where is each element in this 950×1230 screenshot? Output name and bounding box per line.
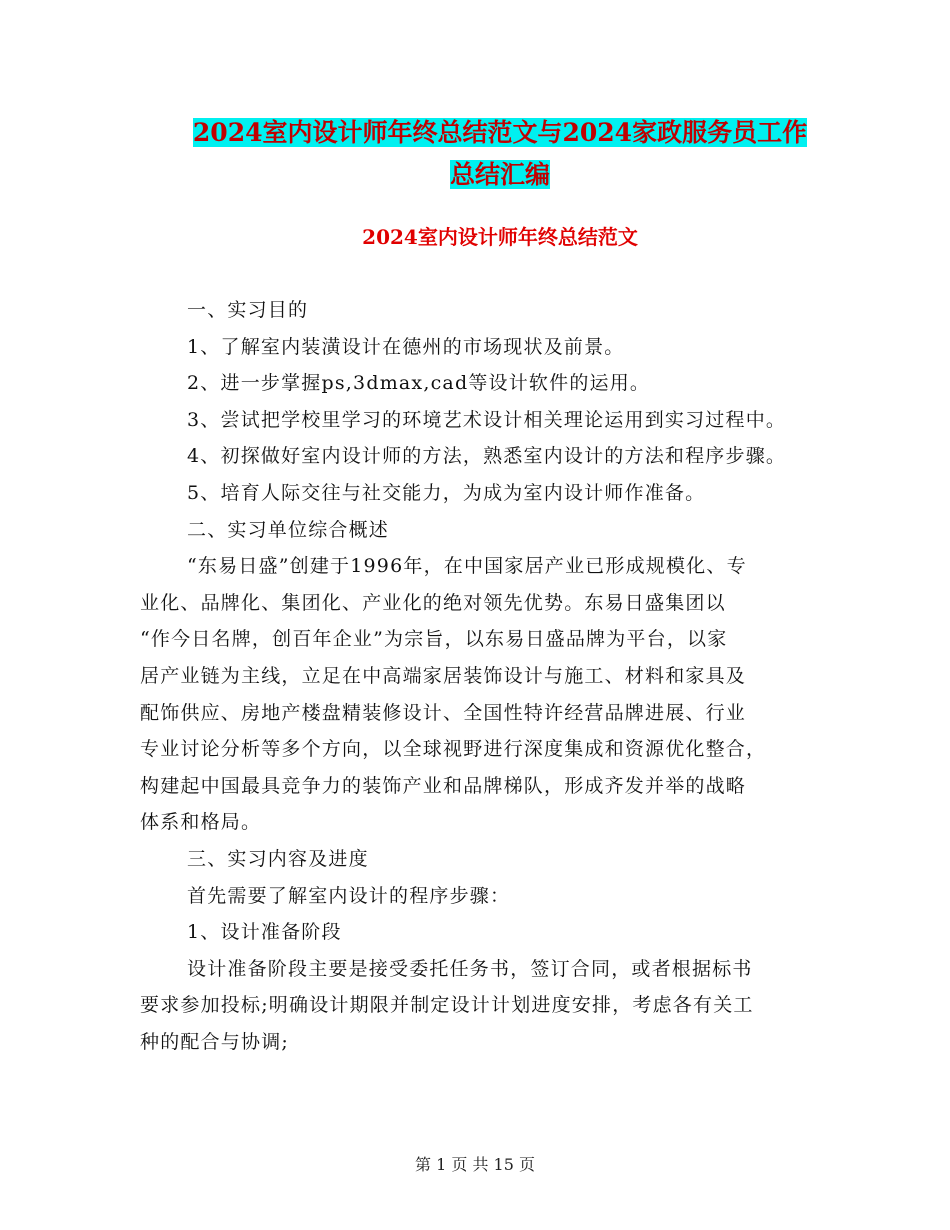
- paragraph-line: 2、进一步掌握ps,3dmax,cad等设计软件的运用。: [187, 372, 651, 395]
- paragraph-line: 设计准备阶段主要是接受委托任务书，签订合同，或者根据标书: [187, 957, 753, 980]
- paragraph-line: 5、培育人际交往与社交能力，为成为室内设计师作准备。: [187, 481, 706, 504]
- section-title: 2024室内设计师年终总结范文: [362, 225, 638, 249]
- paragraph-line: 首先需要了解室内设计的程序步骤：: [187, 884, 511, 907]
- paragraph-line: “作今日名牌，创百年企业”为宗旨，以东易日盛品牌为平台，以家: [140, 628, 728, 651]
- paragraph-line: 专业讨论分析等多个方向，以全球视野进行深度集成和资源优化整合，: [140, 738, 767, 761]
- paragraph-line: 要求参加投标;明确设计期限并制定设计计划进度安排，考虑各有关工: [140, 994, 754, 1017]
- paragraph-line: 种的配合与协调;: [140, 1030, 290, 1053]
- paragraph-line: 3、尝试把学校里学习的环境艺术设计相关理论运用到实习过程中。: [187, 408, 787, 431]
- heading-design-prep: 1、设计准备阶段: [187, 921, 342, 944]
- document-body: [140, 292, 820, 1060]
- heading-objectives: 一、实习目的: [187, 299, 309, 321]
- heading-overview: 二、实习单位综合概述: [187, 518, 390, 541]
- paragraph-line: 居产业链为主线，立足在中高端家居装饰设计与施工、材料和家具及: [140, 664, 747, 687]
- paragraph-line: 构建起中国最具竞争力的装饰产业和品牌梯队，形成齐发并举的战略: [140, 774, 747, 797]
- paragraph-line: 4、初探做好室内设计师的方法，熟悉室内设计的方法和程序步骤。: [187, 445, 787, 468]
- document-title-line-2: 总结汇编: [449, 160, 550, 189]
- heading-content-progress: 三、实习内容及进度: [187, 847, 369, 870]
- page-number-footer: 第 1 页 共 15 页: [415, 1155, 535, 1174]
- paragraph-line: “东易日盛”创建于1996年，在中国家居产业已形成规模化、专: [187, 555, 747, 578]
- document-title: [140, 112, 860, 196]
- paragraph-line: 体系和格局。: [140, 811, 262, 834]
- paragraph-line: 业化、品牌化、集团化、产业化的绝对领先优势。东易日盛集团以: [140, 591, 726, 614]
- document-title-line-1: 2024室内设计师年终总结范文与2024家政服务员工作: [192, 118, 808, 147]
- paragraph-line: 1、了解室内装潢设计在德州的市场现状及前景。: [187, 335, 625, 358]
- paragraph-line: 配饰供应、房地产楼盘精装修设计、全国性特许经营品牌进展、行业: [140, 701, 747, 724]
